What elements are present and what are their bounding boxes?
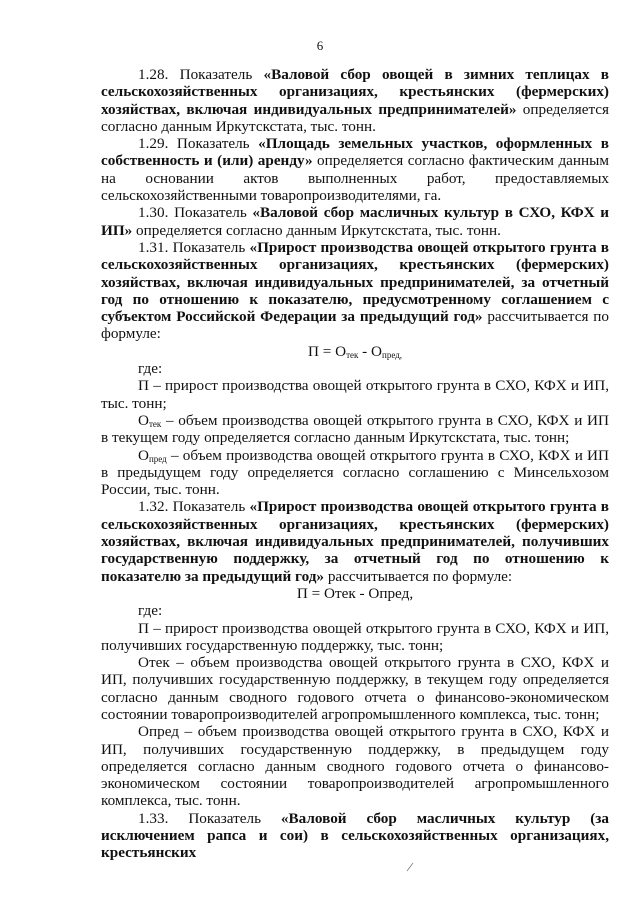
paragraph-text: Показатель (188, 809, 281, 827)
paragraph-1-31 (101, 239, 609, 343)
formula-part: П = О (307, 342, 347, 360)
indicator-name: «Прирост производства овощей открытого грунта в сельскохозяйственных организациях, крестьянских (фермерских) хозяйствах, включая индивидуальных предпринимателей, получивших государственную поддержку, за отчетный год по отношению к показателю за предыдущий год» (101, 498, 610, 585)
paragraph-text: Показатель (179, 66, 264, 83)
paragraph-1-30 (101, 204, 609, 239)
symbol-subscript: пред (148, 453, 167, 464)
item-number: 1.28. (138, 66, 169, 83)
definition-opred-2: Опред – объем производства овощей открытого грунта в СХО, КФХ и ИП, получивших государственную поддержку, в предыдущем году определяется согласно данным сводного годового отчета о финансово-экономическом состоянии товаропроизводителей агропромышленного комплекса, тыс. тонн. (101, 723, 609, 810)
definition-text: – объем производства овощей открытого грунта в СХО, КФХ и ИП в предыдущем году определяется согласно соглашению с Минсельхозом России, тыс. тонн. (101, 446, 609, 499)
indicator-name: «Валовой сбор масличных культур (за исключением рапса и сои) в сельскохозяйственных организациях, крестьянских (101, 809, 610, 862)
page-number: 6 (316, 38, 324, 53)
item-number: 1.32. (138, 498, 169, 516)
paragraph-text: рассчитывается по формуле: (324, 567, 513, 585)
formula-part: - О (358, 342, 382, 360)
paragraph-text: определяется согласно данным Иркутскстата, тыс. тонн. (132, 221, 501, 239)
formula-subscript: пред, (382, 349, 403, 360)
paragraph-1-32 (101, 498, 609, 584)
formula-subscript: тек (346, 349, 359, 360)
where-label: где: (138, 602, 163, 620)
item-number: 1.29. (138, 135, 169, 153)
symbol: О (138, 446, 149, 464)
symbol: О (138, 411, 149, 429)
paragraph-1-28 (101, 66, 609, 135)
indicator-name: «Прирост производства овощей открытого грунта в сельскохозяйственных организациях, крестьянских (фермерских) хозяйствах, включая индивидуальных предпринимателей, за отчетный год по отношению к показателю, предусмотренному соглашением с субъектом Российской Федерации за предыдущий год» (101, 238, 610, 326)
definition-otek-2: Отек – объем производства овощей открытого грунта в СХО, КФХ и ИП, получивших государственную поддержку, в текущем году определяется согласно данным сводного годового отчета о финансово-экономическом состоянии товаропроизводителей агропромышленного комплекса, тыс. тонн; (101, 654, 609, 723)
paragraph-1-29 (101, 135, 609, 204)
paragraph-text: рассчитывается по формуле: (101, 308, 610, 343)
paragraph-text: определяется согласно фактическим данным на основании актов выполненных работ, предоставляемых сельскохозяйственными товаропроизводителями, га. (101, 152, 609, 205)
definition-opred (101, 447, 609, 499)
indicator-name: «Валовой сбор овощей в зимних теплицах в сельскохозяйственных организациях, крестьянских (фермерских) хозяйствах, включая индивидуальных предпринимателей» (101, 66, 609, 118)
symbol-subscript: тек (148, 418, 162, 429)
paragraph-text: Показатель (172, 238, 250, 256)
paragraph-text: Показатель (174, 204, 253, 222)
item-number: 1.31. (138, 238, 169, 256)
paragraph-1-33 (101, 810, 609, 862)
indicator-name: «Валовой сбор масличных культур в СХО, КФХ и ИП» (101, 204, 610, 239)
paragraph-text: определяется согласно данным Иркутскстата, тыс. тонн. (101, 100, 609, 135)
item-number: 1.30. (138, 204, 169, 222)
paragraph-text: Показатель (176, 135, 259, 153)
pen-mark (406, 862, 414, 872)
where-label: где: (138, 360, 163, 378)
formula-2: П = Отек - Опред, (296, 584, 414, 602)
formula-1 (101, 343, 609, 360)
definition-p-2: П – прирост производства овощей открытого грунта в СХО, КФХ и ИП, получивших государственную поддержку, тыс. тонн; (101, 619, 609, 654)
indicator-name: «Площадь земельных участков, оформленных в собственность и (или) аренду» (101, 135, 610, 170)
definition-text: – объем производства овощей открытого грунта в СХО, КФХ и ИП в текущем году определяется согласно данным Иркутскстата, тыс. тонн; (101, 411, 609, 447)
paragraph-text: Показатель (172, 498, 250, 516)
item-number: 1.33. (138, 809, 169, 827)
definition-p: П – прирост производства овощей открытого грунта в СХО, КФХ и ИП, тыс. тонн; (101, 377, 609, 412)
definition-otek (101, 412, 609, 447)
document-body (101, 66, 609, 862)
